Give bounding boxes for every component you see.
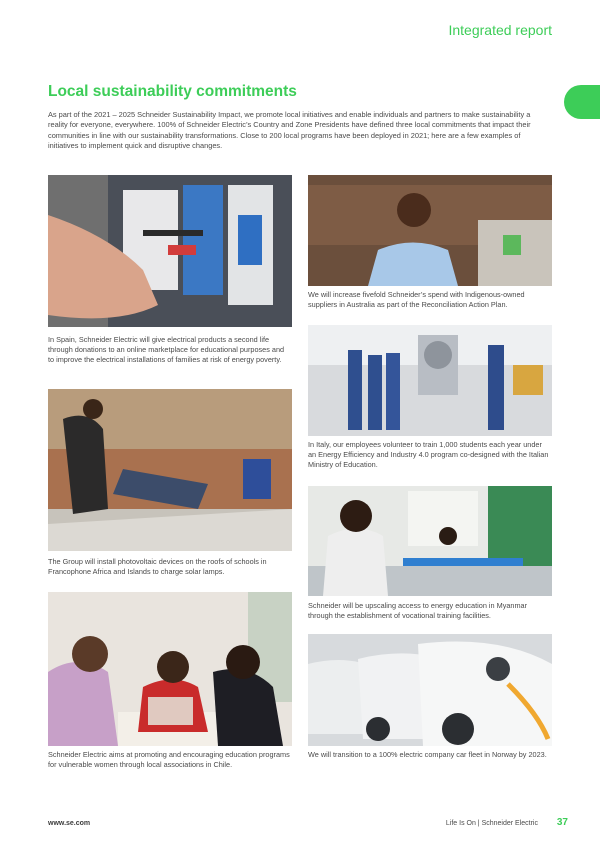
- caption-australia: We will increase fivefold Schneider’s spend with Indigenous-owned suppliers in Australia as part of the Reconciliation Action Plan.: [308, 290, 525, 310]
- page-tab-marker: [564, 85, 600, 119]
- footer-tagline: Life Is On | Schneider Electric: [445, 820, 538, 827]
- caption-africa: The Group will install photovoltaic devices on the roofs of schools in Francophone Africa and Islands to charge solar lamps.: [48, 557, 267, 577]
- photo-norway-electric-cars: [308, 634, 552, 746]
- caption-spain: In Spain, Schneider Electric will give electrical products a second life through donations to an online marketplace for educational purposes and to improve the electrical installations of families at risk of energy poverty.: [48, 335, 285, 365]
- caption-myanmar: Schneider will be upscaling access to energy education in Myanmar through the establishment of vocational training facilities.: [308, 601, 528, 621]
- caption-norway: We will transition to a 100% electric company car fleet in Norway by 2023.: [308, 750, 547, 759]
- intro-paragraph: As part of the 2021 – 2025 Schneider Sustainability Impact, we promote local initiatives and enable individuals and partners to make sustainability a reality for everyone, everywhere. 100% of Schneider Electric’s Country and Zone Presidents have defined three local commitments that impact their communities in line with our sustainability transformations. Close to 200 local programs have been deployed in 2021; here are a few examples of initiatives to implement quick and disruptive changes.: [48, 110, 531, 150]
- photo-myanmar-vocational: [308, 486, 552, 596]
- photo-chile-women-education: [48, 592, 292, 746]
- photo-australia-supplier: [308, 175, 552, 286]
- photo-spain-electrical-panel: [48, 175, 292, 327]
- page-title: Local sustainability commitments: [48, 83, 297, 100]
- page-number: 37: [556, 817, 568, 828]
- photo-italy-training: [308, 325, 552, 436]
- caption-italy: In Italy, our employees volunteer to train 1,000 students each year under an Energy Efficiency and Industry 4.0 program co-designed with the Italian Ministry of Education.: [308, 440, 549, 470]
- section-header: Integrated report: [448, 22, 552, 38]
- caption-chile: Schneider Electric aims at promoting and encouraging education programs for vulnerable women through local associations in Chile.: [48, 750, 290, 770]
- photo-africa-solar-panel: [48, 389, 292, 551]
- footer-website[interactable]: www.se.com: [48, 820, 91, 827]
